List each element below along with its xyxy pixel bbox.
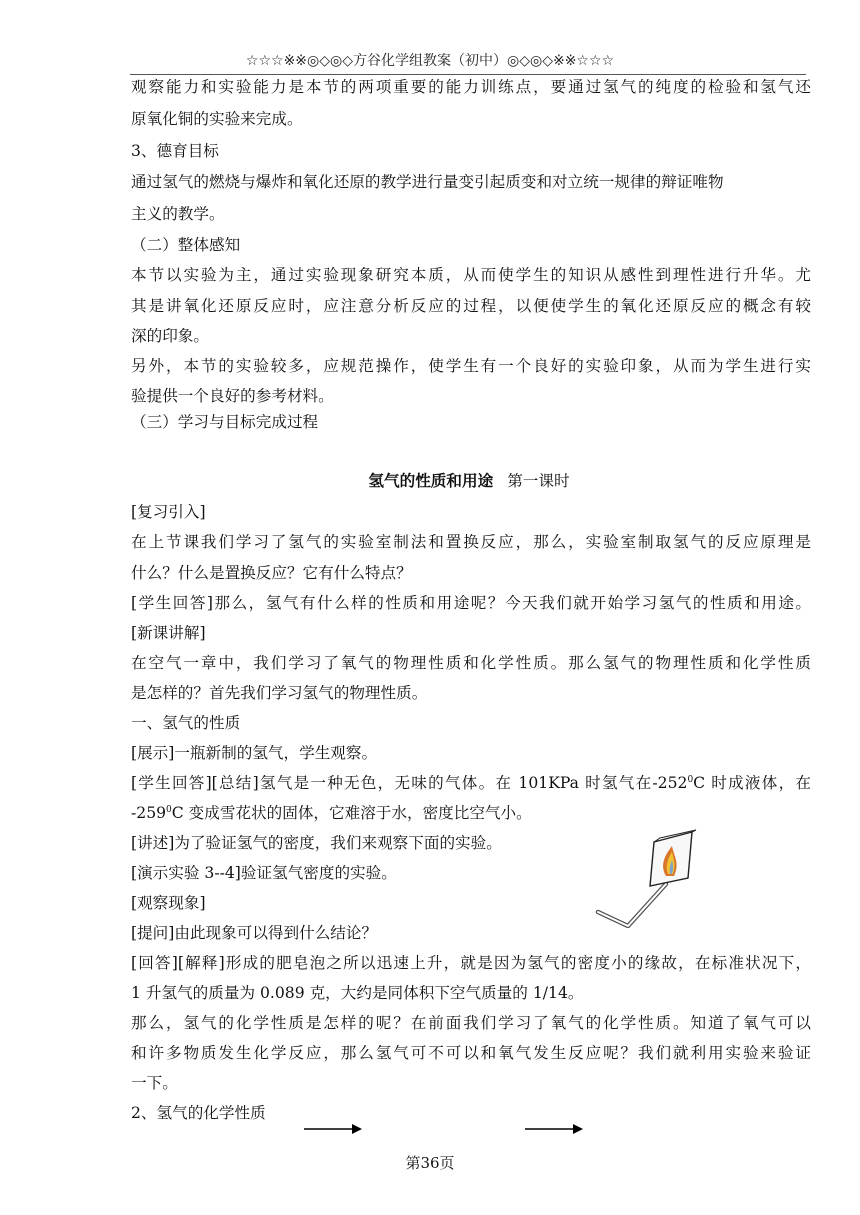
superscript: 0 bbox=[166, 804, 172, 815]
text-line: [演示实验 3--4]验证氢气密度的实验。 bbox=[131, 864, 397, 882]
text-line: 其是讲氧化还原反应时，应注意分析反应的过程，以便使学生的氧化还原反应的概念有较 bbox=[131, 297, 811, 315]
section-heading: （三）学习与目标完成过程 bbox=[131, 413, 319, 431]
text-line: 1 升氢气的质量为 0.089 克，大约是同体积下空气质量的 1/14。 bbox=[131, 984, 584, 1002]
text-line: [讲述]为了验证氢气的密度，我们来观察下面的实验。 bbox=[131, 834, 502, 852]
apparatus-illustration bbox=[594, 828, 704, 928]
text-span: C 变成雪花状的固体，它难溶于水，密度比空气小。 bbox=[171, 804, 532, 822]
lesson-title-sub: 第一课时 bbox=[507, 472, 570, 490]
text-line: [新课讲解] bbox=[131, 624, 206, 642]
text-span: -259 bbox=[131, 804, 167, 822]
superscript: 0 bbox=[687, 774, 694, 785]
text-line: 观察能力和实验能力是本节的两项重要的能力训练点，要通过氢气的纯度的检验和氢气还 bbox=[131, 78, 811, 96]
text-line: 通过氢气的燃烧与爆炸和氧化还原的教学进行量变引起质变和对立统一规律的辩证唯物 bbox=[131, 173, 724, 191]
text-line: 在上节课我们学习了氢气的实验室制法和置换反应，那么，实验室制取氢气的反应原理是 bbox=[131, 533, 811, 551]
text-line: [学生回答]那么，氢气有什么样的性质和用途呢？今天我们就开始学习氢气的性质和用途。 bbox=[131, 594, 811, 612]
text-line: 是怎样的？首先我们学习氢气的物理性质。 bbox=[131, 684, 428, 702]
section-heading: 2、氢气的化学性质 bbox=[131, 1104, 266, 1122]
section-heading: 3、德育目标 bbox=[131, 142, 219, 160]
text-span: C 时成液体，在 bbox=[693, 774, 811, 792]
page-number: 第36页 bbox=[405, 1154, 455, 1172]
page-header: ☆☆☆※※◎◇◎◇方谷化学组教案（初中）◎◇◎◇※※☆☆☆ bbox=[245, 53, 615, 69]
section-heading: （二）整体感知 bbox=[131, 236, 241, 254]
section-heading: 一、氢气的性质 bbox=[131, 714, 241, 732]
text-line: [提问]由此现象可以得到什么结论？ bbox=[131, 924, 378, 942]
text-line: [复习引入] bbox=[131, 503, 206, 521]
lesson-title bbox=[131, 471, 807, 491]
text-line: 验提供一个良好的参考材料。 bbox=[131, 387, 334, 405]
text-line bbox=[131, 773, 811, 793]
header-divider bbox=[130, 74, 806, 75]
text-line: 那么，氢气的化学性质是怎样的呢？在前面我们学习了氧气的化学性质。知道了氧气可以 bbox=[131, 1014, 811, 1032]
text-line: 主义的教学。 bbox=[131, 205, 225, 223]
text-line: 另外，本节的实验较多，应规范操作，使学生有一个良好的实验印象，从而为学生进行实 bbox=[131, 357, 811, 375]
text-line: [展示]一瓶新制的氢气，学生观察。 bbox=[131, 744, 378, 762]
text-line: [观察现象] bbox=[131, 894, 206, 912]
text-line: 本节以实验为主，通过实验现象研究本质，从而使学生的知识从感性到理性进行升华。尤 bbox=[131, 266, 811, 284]
text-line: 一下。 bbox=[131, 1074, 178, 1092]
text-line: 在空气一章中，我们学习了氧气的物理性质和化学性质。那么氢气的物理性质和化学性质 bbox=[131, 654, 811, 672]
arrow-right-icon bbox=[304, 1122, 364, 1136]
text-line: 和许多物质发生化学反应，那么氢气可不可以和氧气发生反应呢？我们就利用实验来验证 bbox=[131, 1044, 811, 1062]
text-line: 原氧化铜的实验来完成。 bbox=[131, 110, 303, 128]
arrow-right-icon bbox=[525, 1122, 585, 1136]
text-span: [学生回答][总结]氢气是一种无色，无味的气体。在 101KPa 时氢气在-252 bbox=[131, 774, 688, 792]
text-line bbox=[131, 803, 811, 823]
text-line: [回答][解释]形成的肥皂泡之所以迅速上升，就是因为氢气的密度小的缘故，在标准状况下， bbox=[131, 954, 811, 972]
text-line: 深的印象。 bbox=[131, 327, 209, 345]
lesson-title-main: 氢气的性质和用途 bbox=[368, 471, 494, 490]
text-line: 什么？什么是置换反应？它有什么特点？ bbox=[131, 564, 412, 582]
